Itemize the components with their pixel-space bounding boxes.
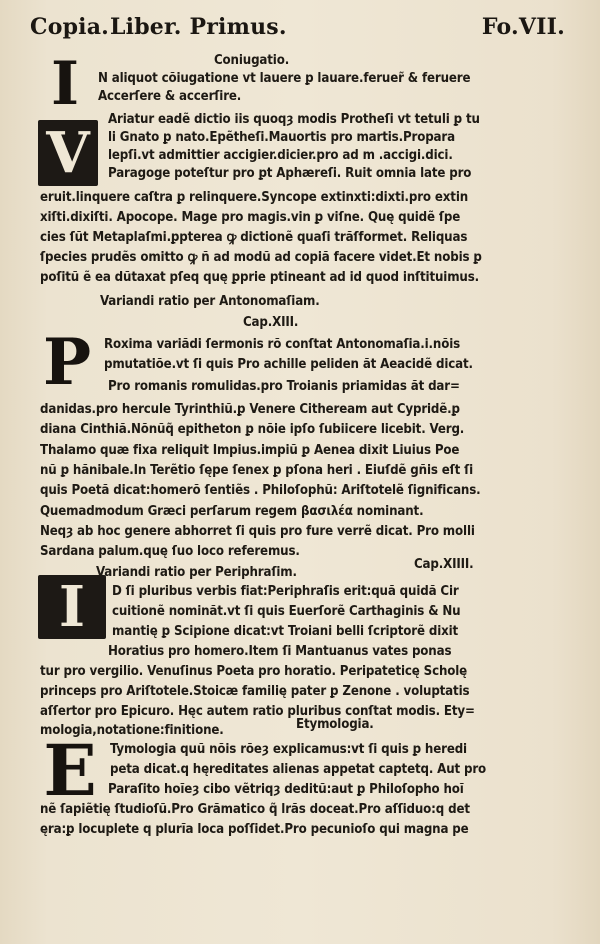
text-line: mologia,notatione:finitione. (40, 723, 224, 738)
chapter-heading-xiii: Cap.XIII. (243, 315, 299, 330)
text-line: peta dicat.q hęreditates alienas appetat captetq. Aut pro (110, 762, 487, 777)
text-line: pmutatiõe.vt ſi quis Pro achille peliden ãt Aeacidẽ dicat. (104, 357, 473, 372)
section-title-periphrasis: Variandi ratio per Periphraſim. (96, 565, 297, 580)
text-line: nẽ ſapiẽtię ſtudioſũ.Pro Grãmatico q̃ lrãs doceat.Pro aſſiduo:q det (40, 802, 470, 817)
text-line: princeps pro Ariſtotele.Stoicæ familię pater ꝑ Zenone . voluptatis (40, 684, 470, 699)
drop-cap-v-ornamented: V (38, 120, 98, 186)
text-line: poſitũ ẽ ea dũtaxat pſeq quę ꝑprie ptineant ad id quod inſtituimus. (40, 270, 479, 285)
text-line: Tymologia quũ nõis rõeȝ explicamus:vt ſi quis ꝑ heredi (110, 742, 467, 757)
text-line: ſpecies prudẽs omitto ꝙ ñ ad modũ ad copiã facere videt.Et nobis ꝑ (40, 250, 482, 265)
section-title-etymologia: Etymologia. (296, 717, 374, 732)
text-line: D ſi pluribus verbis fiat:Periphraſis erit:quã quidã Cir (112, 584, 459, 599)
text-line: quis Poetã dicat:homerõ ſentiẽs . Philoſophũ: Ariſtotelẽ ſignificans. (40, 483, 481, 498)
heading-coniugatio: Coniugatio. (214, 53, 290, 68)
drop-cap-e: E (43, 729, 97, 812)
text-line: Roxima variãdi ſermonis rõ conſtat Antonomaſia.i.nõis (104, 337, 461, 352)
text-line: Quemadmodum Græci perſarum regem βασιλέα nominant. (40, 504, 424, 519)
text-line: Paraſito hoĩeȝ cibo vẽtriqȝ deditũ:aut ꝑ Philoſopho hoĩ (108, 782, 464, 797)
text-line: Pro romanis romulidas.pro Troianis priamidas ãt dar= (108, 379, 460, 394)
text-line: cies ſũt Metaplaſmi.ꝑpterea ꝙ dictionẽ quaſi trãſformet. Reliquas (40, 230, 468, 245)
text-line: Thalamo quæ fixa reliquit Impius.impiũ ꝑ Aenea dixit Liuius Poe (40, 443, 460, 458)
text-line: li Gnato ꝑ nato.Epẽtheſi.Mauortis pro martis.Propara (108, 130, 455, 145)
running-head-middle: Liber. Primus. (110, 14, 287, 40)
text-line: Sardana palum.quę ſuo loco referemus. (40, 544, 300, 559)
text-line: cuitionẽ nominãt.vt ſi quis Euerſorẽ Carthaginis & Nu (112, 604, 461, 619)
drop-cap-i-ornamented: I (38, 575, 106, 639)
text-line: Ariatur eadẽ dictio iis quoqȝ modis Protheſi vt tetuli ꝑ tu (108, 112, 480, 127)
chapter-heading-xiiii: Cap.XIIII. (414, 557, 474, 572)
text-line: Horatius pro homero.Item ſi Mantuanus vates ponas (108, 644, 452, 659)
text-line: nũ ꝑ hãnibale.In Terẽtio ſępe ſenex ꝑ pſona heri . Eiuſdẽ gñis eſt ſi (40, 463, 474, 478)
text-line: eruit.linquere caſtra ꝑ relinquere.Syncope extinxti:dixti.pro extin (40, 190, 469, 205)
text-line: ęra:ꝑ locuplete q plurĩa loca poſſidet.Pro pecunioſo qui magna pe (40, 822, 469, 837)
folio-number: Fo.VII. (481, 14, 565, 40)
text-line: mantię ꝑ Scipione dicat:vt Troiani belli ſcriptorẽ dixit (112, 624, 459, 639)
running-head-left: Copia. (30, 14, 110, 40)
drop-cap-i: I (50, 49, 80, 119)
text-line: diana Cinthiã.Nõnũq̃ epitheton ꝑ nõie ipſo ſubiicere licebit. Verg. (40, 422, 465, 437)
text-line: xiſti.dixiſti. Apocope. Mage pro magis.vin ꝑ viſne. Quę quidẽ ſpe (40, 210, 461, 225)
text-line: Paragoge poteſtur pro ꝑt Aphæreſi. Ruit omnia late pro (108, 166, 472, 181)
text-line: lepſi.vt admittier accigier.dicier.pro ad m .accigi.dici. (108, 148, 453, 163)
text-line: Neqȝ ab hoc genere abhorret ſi quis pro fure verrẽ dicat. Pro molli (40, 524, 475, 539)
section-title-antonomasia: Variandi ratio per Antonomaſiam. (100, 294, 320, 309)
text-line: tur pro vergilio. Venuſinus Poeta pro horatio. Peripateticę Scholę (40, 664, 468, 679)
text-line: danidas.pro hercule Tyrinthiũ.ꝑ Venere Citheream aut Cypridẽ.ꝑ (40, 402, 460, 417)
text-line: Accerſere & accerſire. (98, 89, 242, 104)
text-line: N aliquot cõiugatione vt lauere ꝑ lauare.feruer̃ & feruere (98, 71, 471, 86)
text-line: aſſertor pro Epicuro. Hęc autem ratio pluribus conſtat modis. Ety= (40, 704, 475, 719)
drop-cap-p: P (42, 325, 92, 400)
